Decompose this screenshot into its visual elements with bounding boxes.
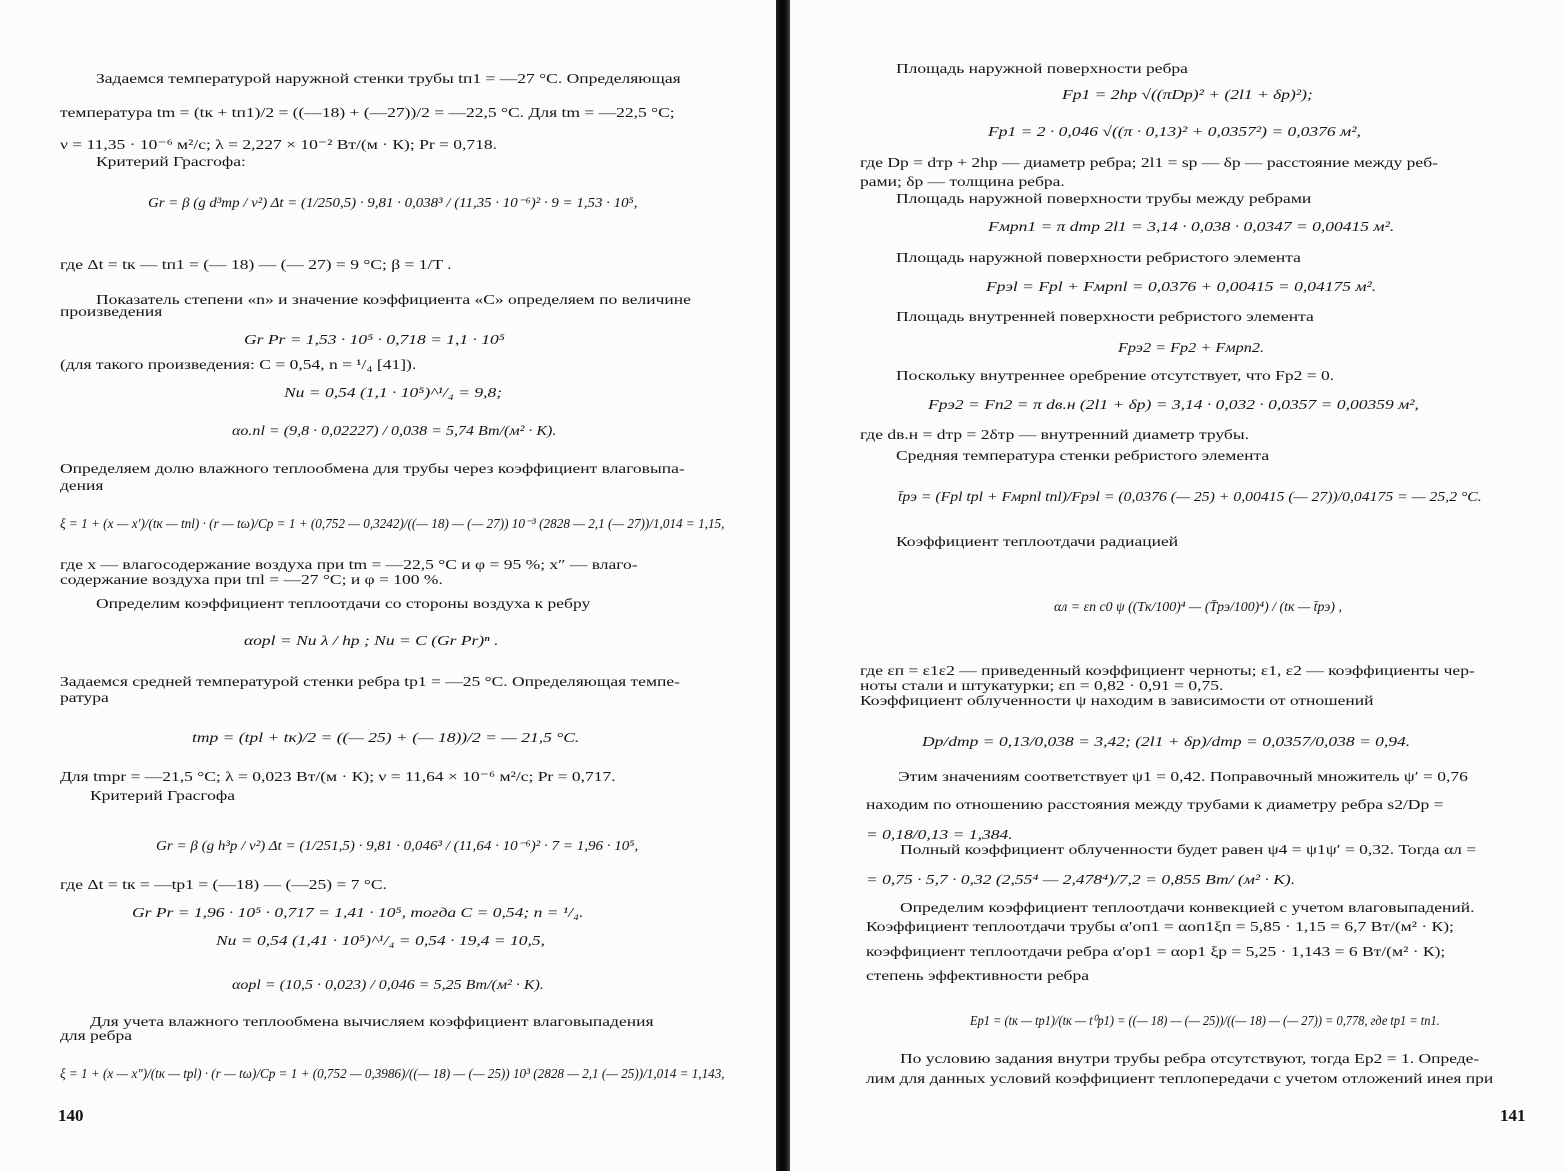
text-line: Fмрп1 = π dтр 2l1 = 3,14 · 0,038 · 0,0347 = 0,00415 м².: [988, 220, 1395, 235]
text-line: находим по отношению расстояния между трубами к диаметру ребра s2/Dp =: [866, 798, 1444, 813]
text-line: Критерий Грасгофа: [90, 789, 235, 804]
text-line: где Δt = tк = —tp1 = (—18) — (—25) = 7 °С.: [60, 878, 387, 893]
text-line: tmp = (tpl + tк)/2 = ((— 25) + (— 18))/2 = — 21,5 °С.: [192, 731, 580, 746]
text-line: Площадь наружной поверхности ребра: [896, 62, 1188, 77]
text-line: Коэффициент теплоотдачи трубы α′оп1 = αоп1ξп = 5,85 · 1,15 = 6,7 Вт/(м² · К);: [866, 920, 1454, 935]
text-line: = 0,18/0,13 = 1,384.: [866, 828, 1013, 843]
text-line: Dp/dтр = 0,13/0,038 = 3,42; (2l1 + δp)/dтр = 0,0357/0,038 = 0,94.: [922, 735, 1411, 750]
text-line: Коэффициент теплоотдачи радиацией: [896, 535, 1179, 550]
text-line: Задаемся средней температурой стенки ребра tp1 = —25 °С. Определяющая темпе-: [60, 675, 680, 690]
text-line: Fрэ2 = Fp2 + Fмрп2.: [1118, 341, 1265, 356]
text-line: ноты стали и штукатурки; εп = 0,82 · 0,91 = 0,75.: [860, 679, 1224, 694]
text-line: Gr = β (g d³тр / ν²) Δt = (1/250,5) · 9,81 · 0,038³ / (11,35 · 10⁻⁶)² · 9 = 1,53 · 10⁵,: [148, 196, 638, 211]
text-line: степень эффективности ребра: [866, 969, 1089, 984]
text-line: αopl = Nu λ / hp ; Nu = C (Gr Pr)ⁿ .: [244, 634, 499, 649]
text-line: где Dp = dтр + 2hp — диаметр ребра; 2l1 = sp — δp — расстояние между реб-: [860, 156, 1438, 171]
text-line: содержание воздуха при tпl = —27 °С; и φ = 100 %.: [60, 573, 443, 588]
text-line: Fp1 = 2hp √((πDp)² + (2l1 + δp)²);: [1062, 88, 1313, 103]
text-line: αopl = (10,5 · 0,023) / 0,046 = 5,25 Вт/(м² · К).: [232, 978, 544, 993]
right-page: [790, 0, 1566, 1171]
text-line: Поскольку внутреннее оребрение отсутствует, что Fp2 = 0.: [896, 369, 1335, 384]
text-line: лим для данных условий коэффициент теплопередачи с учетом отложений инея при: [866, 1072, 1494, 1087]
left-page: [0, 0, 776, 1171]
text-line: Fp1 = 2 · 0,046 √((π · 0,13)² + 0,0357²) = 0,0376 м²,: [988, 125, 1361, 140]
text-line: Определяем долю влажного теплообмена для трубы через коэффициент влаговыпа-: [60, 462, 685, 477]
text-line: Gr Pr = 1,53 · 10⁵ · 0,718 = 1,1 · 10⁵: [244, 333, 505, 348]
text-line: ν = 11,35 · 10⁻⁶ м²/с; λ = 2,227 × 10⁻² Вт/(м · К); Pr = 0,718.: [60, 138, 498, 153]
text-line: Коэффициент облученности ψ находим в зависимости от отношений: [860, 694, 1374, 709]
text-line: ратура: [60, 691, 109, 706]
text-line: Определим коэффициент теплоотдачи конвекцией с учетом влаговыпадений.: [900, 901, 1475, 916]
text-line: где dв.н = dтр = 2δтр — внутренний диаметр трубы.: [860, 428, 1249, 443]
text-line: Площадь наружной поверхности трубы между ребрами: [896, 192, 1312, 207]
page-number-left: 140: [58, 1106, 84, 1125]
text-line: Gr Pr = 1,96 · 10⁵ · 0,717 = 1,41 · 10⁵, тогда C = 0,54; n = ¹/₄.: [132, 906, 584, 921]
text-line: t̄рэ = (Fpl tpl + Fмрпl tпl)/Fрэl = (0,0376 (— 25) + 0,00415 (— 27))/0,04175 = — 25,2 °С.: [898, 490, 1482, 505]
text-line: αo.пl = (9,8 · 0,02227) / 0,038 = 5,74 Вт/(м² · К).: [232, 424, 557, 439]
text-line: где Δt = tк — tп1 = (— 18) — (— 27) = 9 °С; β = 1/T .: [60, 258, 452, 273]
text-line: Показатель степени «n» и значение коэффициента «С» определяем по величине: [96, 293, 691, 308]
text-line: Полный коэффициент облученности будет равен ψ4 = ψ1ψ′ = 0,32. Тогда αл =: [900, 843, 1477, 858]
text-line: Для tmpr = —21,5 °С; λ = 0,023 Вт/(м · К); ν = 11,64 × 10⁻⁶ м²/с; Pr = 0,717.: [60, 770, 616, 785]
text-line: где εп = ε1ε2 — приведенный коэффициент черноты; ε1, ε2 — коэффициенты чер-: [860, 664, 1475, 679]
book-spine: [776, 0, 790, 1171]
text-line: Fрэl = Fpl + Fмрпl = 0,0376 + 0,00415 = 0,04175 м².: [986, 280, 1377, 295]
text-line: Задаемся температурой наружной стенки трубы tп1 = —27 °С. Определяющая: [96, 72, 681, 87]
text-line: Критерий Грасгофа:: [96, 155, 246, 170]
page-number-right: 141: [1500, 1106, 1526, 1125]
text-line: коэффициент теплоотдачи ребра α′ор1 = αор1 ξр = 5,25 · 1,143 = 6 Вт/(м² · К);: [866, 945, 1446, 960]
text-line: По условию задания внутри трубы ребра отсутствуют, тогда Ep2 = 1. Опреде-: [900, 1052, 1480, 1067]
text-line: рами; δp — толщина ребра.: [860, 175, 1065, 190]
text-line: Определим коэффициент теплоотдачи со стороны воздуха к ребру: [96, 597, 591, 612]
text-line: Этим значениям соответствует ψ1 = 0,42. Поправочный множитель ψ′ = 0,76: [898, 770, 1468, 785]
text-line: где x — влагосодержание воздуха при tm = —22,5 °С и φ = 95 %; x″ — влаго-: [60, 558, 638, 573]
text-line: Площадь наружной поверхности ребристого элемента: [896, 251, 1301, 266]
text-line: температура tm = (tк + tп1)/2 = ((—18) + (—27))/2 = —22,5 °С. Для tm = —22,5 °С;: [60, 106, 675, 121]
text-line: Ep1 = (tк — tp1)/(tк — t⁰p1) = ((— 18) — (— 25))/((— 18) — (— 27)) = 0,778, где tp1 = tп1.: [970, 1014, 1440, 1029]
text-line: Nu = 0,54 (1,41 · 10⁵)^¹/₄ = 0,54 · 19,4 = 10,5,: [216, 934, 546, 949]
text-line: (для такого произведения: C = 0,54, n = ¹/₄ [41]).: [60, 358, 417, 373]
text-line: Для учета влажного теплообмена вычисляем коэффициент влаговыпадения: [90, 1015, 654, 1030]
text-line: Nu = 0,54 (1,1 · 10⁵)^¹/₄ = 9,8;: [284, 386, 503, 401]
text-line: произведения: [60, 305, 163, 320]
text-line: ξ = 1 + (x — x′)/(tк — tпl) · (r — tω)/Cp = 1 + (0,752 — 0,3242)/((— 18) — (— 27)) 10⁻³ (2828 — 2,1 (— 27))/1,014 = 1,15,: [60, 517, 725, 532]
text-line: Fрэ2 = Fп2 = π dв.н (2l1 + δp) = 3,14 · 0,032 · 0,0357 = 0,00359 м²,: [928, 398, 1419, 413]
text-line: αл = εп c0 ψ ((Tк/100)⁴ — (T̄рэ/100)⁴) / (tк — t̄рэ) ,: [1054, 600, 1342, 615]
text-line: для ребра: [60, 1029, 133, 1044]
text-line: Площадь внутренней поверхности ребристого элемента: [896, 310, 1314, 325]
text-line: Gr = β (g h³p / ν²) Δt = (1/251,5) · 9,81 · 0,046³ / (11,64 · 10⁻⁶)² · 7 = 1,96 · 10⁵,: [156, 839, 639, 854]
text-line: ξ = 1 + (x — x″)/(tк — tpl) · (r — tω)/Cp = 1 + (0,752 — 0,3986)/((— 18) — (— 25)) 10³ (2828 — 2,1 (— 25))/1,014 = 1,143,: [60, 1067, 725, 1082]
text-line: = 0,75 · 5,7 · 0,32 (2,55⁴ — 2,478⁴)/7,2 = 0,855 Вт/ (м² · К).: [866, 873, 1296, 888]
text-line: Средняя температура стенки ребристого элемента: [896, 449, 1270, 464]
text-line: дения: [60, 479, 104, 494]
